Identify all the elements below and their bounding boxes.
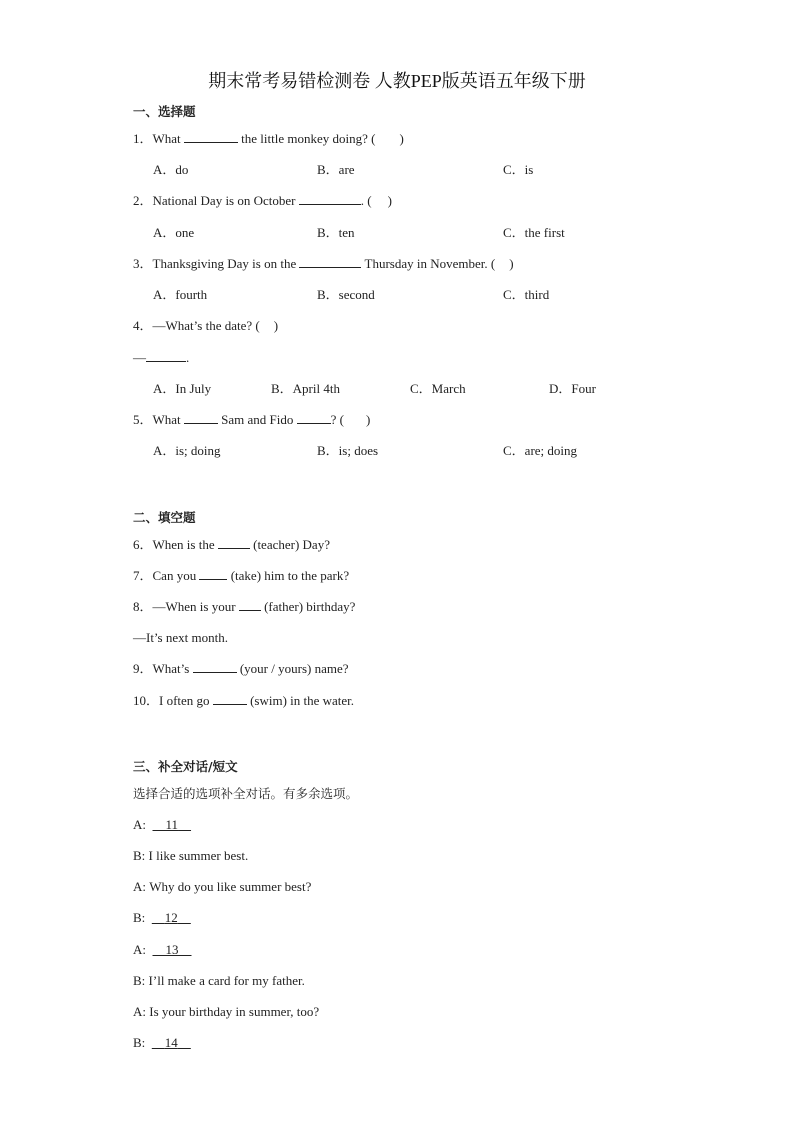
question-number: 3． — [133, 256, 153, 271]
answer-blank[interactable] — [218, 536, 250, 549]
numbered-blank[interactable]: 13 — [165, 942, 179, 957]
answer-blank[interactable] — [199, 567, 227, 580]
question-text: What — [152, 412, 181, 427]
answer-blank[interactable] — [213, 692, 247, 705]
question-text: What — [152, 131, 181, 146]
option-a[interactable]: A．do — [153, 162, 189, 177]
answer-blank[interactable] — [146, 349, 186, 362]
question-8: 8．—When is your (father) birthday? — [133, 599, 356, 614]
option-c[interactable]: C．is — [503, 162, 534, 177]
option-a[interactable]: A．fourth — [153, 287, 208, 302]
question-text: —What’s the date? ( — [152, 318, 260, 333]
question-number: 1． — [133, 131, 153, 146]
dialogue-line: A: 13 — [133, 941, 192, 959]
question-text: . ( — [360, 193, 372, 208]
section-heading-choice: 一、选择题 — [133, 104, 196, 119]
dialogue-line: B: I like summer best. — [133, 848, 249, 863]
answer-blank[interactable] — [299, 255, 361, 268]
dialogue-line: A: Is your birthday in summer, too? — [133, 1004, 320, 1019]
question-text: National Day is on October — [152, 193, 296, 208]
dialogue-line: B: I’ll make a card for my father. — [133, 973, 305, 988]
question-10: 10．I often go (swim) in the water. — [133, 693, 355, 708]
question-2: 2．National Day is on October . ( ) — [133, 193, 392, 208]
numbered-blank[interactable]: 12 — [164, 910, 178, 925]
option-b[interactable]: B．April 4th — [271, 381, 340, 396]
section-heading-fill: 二、填空题 — [133, 510, 196, 525]
question-1: 1．What the little monkey doing? ( ) — [133, 131, 404, 146]
option-a[interactable]: A．one — [153, 225, 195, 240]
numbered-blank[interactable]: 14 — [164, 1035, 178, 1050]
option-c[interactable]: C．the first — [503, 225, 565, 240]
question-text: Sam and Fido — [221, 412, 294, 427]
option-a[interactable]: A．is; doing — [153, 443, 221, 458]
question-3: 3．Thanksgiving Day is on the Thursday in November. ( ) — [133, 256, 514, 271]
answer-blank[interactable] — [184, 130, 238, 143]
option-c[interactable]: C．March — [410, 381, 466, 396]
question-number: 2． — [133, 193, 153, 208]
question-4: 4．—What’s the date? ( ) — [133, 318, 279, 333]
answer-blank[interactable] — [184, 411, 218, 424]
question-6: 6．When is the (teacher) Day? — [133, 537, 330, 552]
option-b[interactable]: B．ten — [317, 225, 355, 240]
question-text: the little monkey doing? ( — [241, 131, 376, 146]
option-b[interactable]: B．second — [317, 287, 375, 302]
page-title: 期末常考易错检测卷 人教PEP版英语五年级下册 — [208, 71, 586, 91]
numbered-blank[interactable]: 11 — [165, 817, 179, 832]
question-text: Thursday in November. ( — [364, 256, 496, 271]
question-text: ? ( — [330, 412, 345, 427]
answer-blank[interactable] — [297, 411, 331, 424]
option-d[interactable]: D．Four — [549, 381, 596, 396]
question-text: Thanksgiving Day is on the — [152, 256, 297, 271]
question-number: 4． — [133, 318, 153, 333]
question-4-response: — . — [133, 350, 190, 365]
question-5: 5．What Sam and Fido ? ( ) — [133, 412, 371, 427]
question-number: 5． — [133, 412, 153, 427]
section-heading-dialogue: 三、补全对话/短文 — [133, 759, 238, 774]
instruction: 选择合适的选项补全对话。有多余选项。 — [133, 786, 359, 801]
question-7: 7．Can you (take) him to the park? — [133, 568, 350, 583]
dialogue-line: A: Why do you like summer best? — [133, 879, 312, 894]
answer-blank[interactable] — [299, 192, 361, 205]
dialogue-line: B: 14 — [133, 1034, 191, 1052]
question-8-answer: —It’s next month. — [133, 630, 228, 645]
dialogue-line: B: 12 — [133, 909, 191, 927]
question-9: 9．What’s (your / yours) name? — [133, 661, 349, 676]
option-c[interactable]: C．third — [503, 287, 550, 302]
option-c[interactable]: C．are; doing — [503, 443, 578, 458]
option-a[interactable]: A．In July — [153, 381, 212, 396]
option-b[interactable]: B．are — [317, 162, 355, 177]
option-b[interactable]: B．is; does — [317, 443, 379, 458]
answer-blank[interactable] — [193, 660, 237, 673]
dialogue-line: A: 11 — [133, 816, 191, 834]
answer-blank[interactable] — [239, 598, 261, 611]
